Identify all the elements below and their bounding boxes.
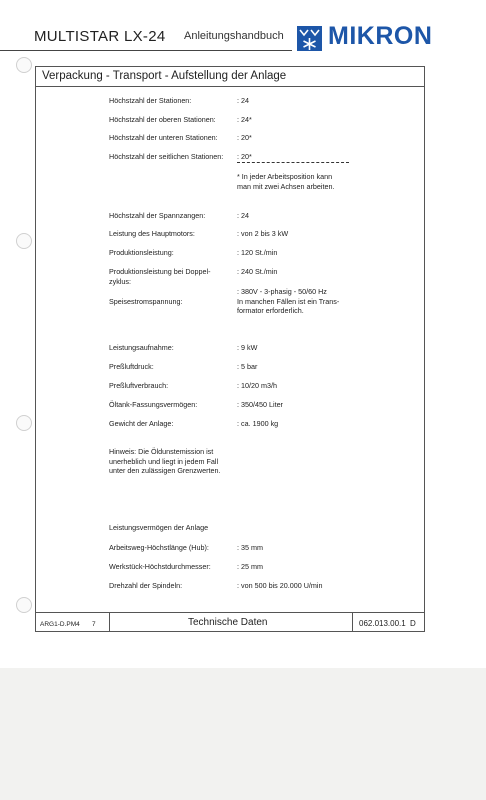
section-title: Verpackung - Transport - Aufstellung der Anlage [42,70,287,82]
footnote-divider [237,162,349,163]
footer-cell-divider [109,612,110,632]
spec-label: Speisestromspannung: [109,297,183,306]
spec-value: : ca. 1900 kg [237,419,279,428]
power-supply-value: : 380V - 3-phasig - 50/60 Hz In manchen Fällen ist ein Trans- formator erforderlich. [237,287,340,315]
spec-value: : 350/450 Liter [237,400,283,409]
spec-label: Höchstzahl der unteren Stationen: [109,133,218,142]
spec-value: : 35 mm [237,543,263,552]
spec-label-cont: zyklus: [109,277,131,286]
binder-hole [16,415,32,431]
spec-label: Höchstzahl der seitlichen Stationen: [109,152,224,161]
spec-label: Höchstzahl der oberen Stationen: [109,115,216,124]
spec-value: : 240 St./min [237,267,278,276]
footer-cell-divider [352,612,353,632]
footer-section: Technische Daten [188,617,268,628]
spec-label: Preßluftverbrauch: [109,381,169,390]
spec-label: Produktionsleistung: [109,248,174,257]
spec-value: : 120 St./min [237,248,278,257]
mikron-logo-icon [297,26,322,51]
spec-label: Gewicht der Anlage: [109,419,174,428]
capacity-heading: Leistungsvermögen der Anlage [109,523,209,532]
spec-value: : 20* [237,133,252,142]
binder-hole [16,57,32,73]
spec-value: : 24* [237,115,252,124]
spec-value: : von 2 bis 3 kW [237,229,289,238]
scan-background [0,668,486,800]
title-divider [35,86,425,87]
footer-doc-number: 062.013.00.1 [359,619,406,628]
spec-value: : 24 [237,211,249,220]
mikron-logo-text: MIKRON [328,22,433,50]
spec-value: : von 500 bis 20.000 U/min [237,581,323,590]
binder-hole [16,233,32,249]
spec-value: : 25 mm [237,562,263,571]
spec-value: : 24 [237,96,249,105]
spec-label: Arbeitsweg-Höchstlänge (Hub): [109,543,209,552]
spec-value: : 10/20 m3/h [237,381,277,390]
footer-page: 7 [92,621,96,628]
spec-label: Leistung des Hauptmotors: [109,229,195,238]
spec-label: Werkstück-Höchstdurchmesser: [109,562,211,571]
spec-label: Leistungsaufnahme: [109,343,174,352]
manual-title: MULTISTAR LX-24 [34,28,166,45]
footer-divider [35,612,425,613]
footnote: * In jeder Arbeitsposition kann man mit zwei Achsen arbeiten. [237,172,335,191]
footer-file: ARG1-D.PM4 [40,621,80,628]
spec-label: Höchstzahl der Spannzangen: [109,211,206,220]
spec-label: Öltank-Fassungsvermögen: [109,400,198,409]
manual-subtitle: Anleitungshandbuch [184,30,284,42]
emission-note: Hinweis: Die Öldunstemission ist unerheblich und liegt in jedem Fall unter den zulässigen Grenzwerten. [109,447,221,475]
footer-revision: D [410,619,416,628]
spec-label: Drehzahl der Spindeln: [109,581,183,590]
spec-label: Produktionsleistung bei Doppel- [109,267,211,276]
spec-label: Höchstzahl der Stationen: [109,96,192,105]
spec-value: : 5 bar [237,362,258,371]
binder-hole [16,597,32,613]
content-frame [35,66,425,632]
spec-label: Preßluftdruck: [109,362,154,371]
spec-value: : 9 kW [237,343,258,352]
header-rule [0,50,292,51]
spec-value: : 20* [237,152,252,161]
